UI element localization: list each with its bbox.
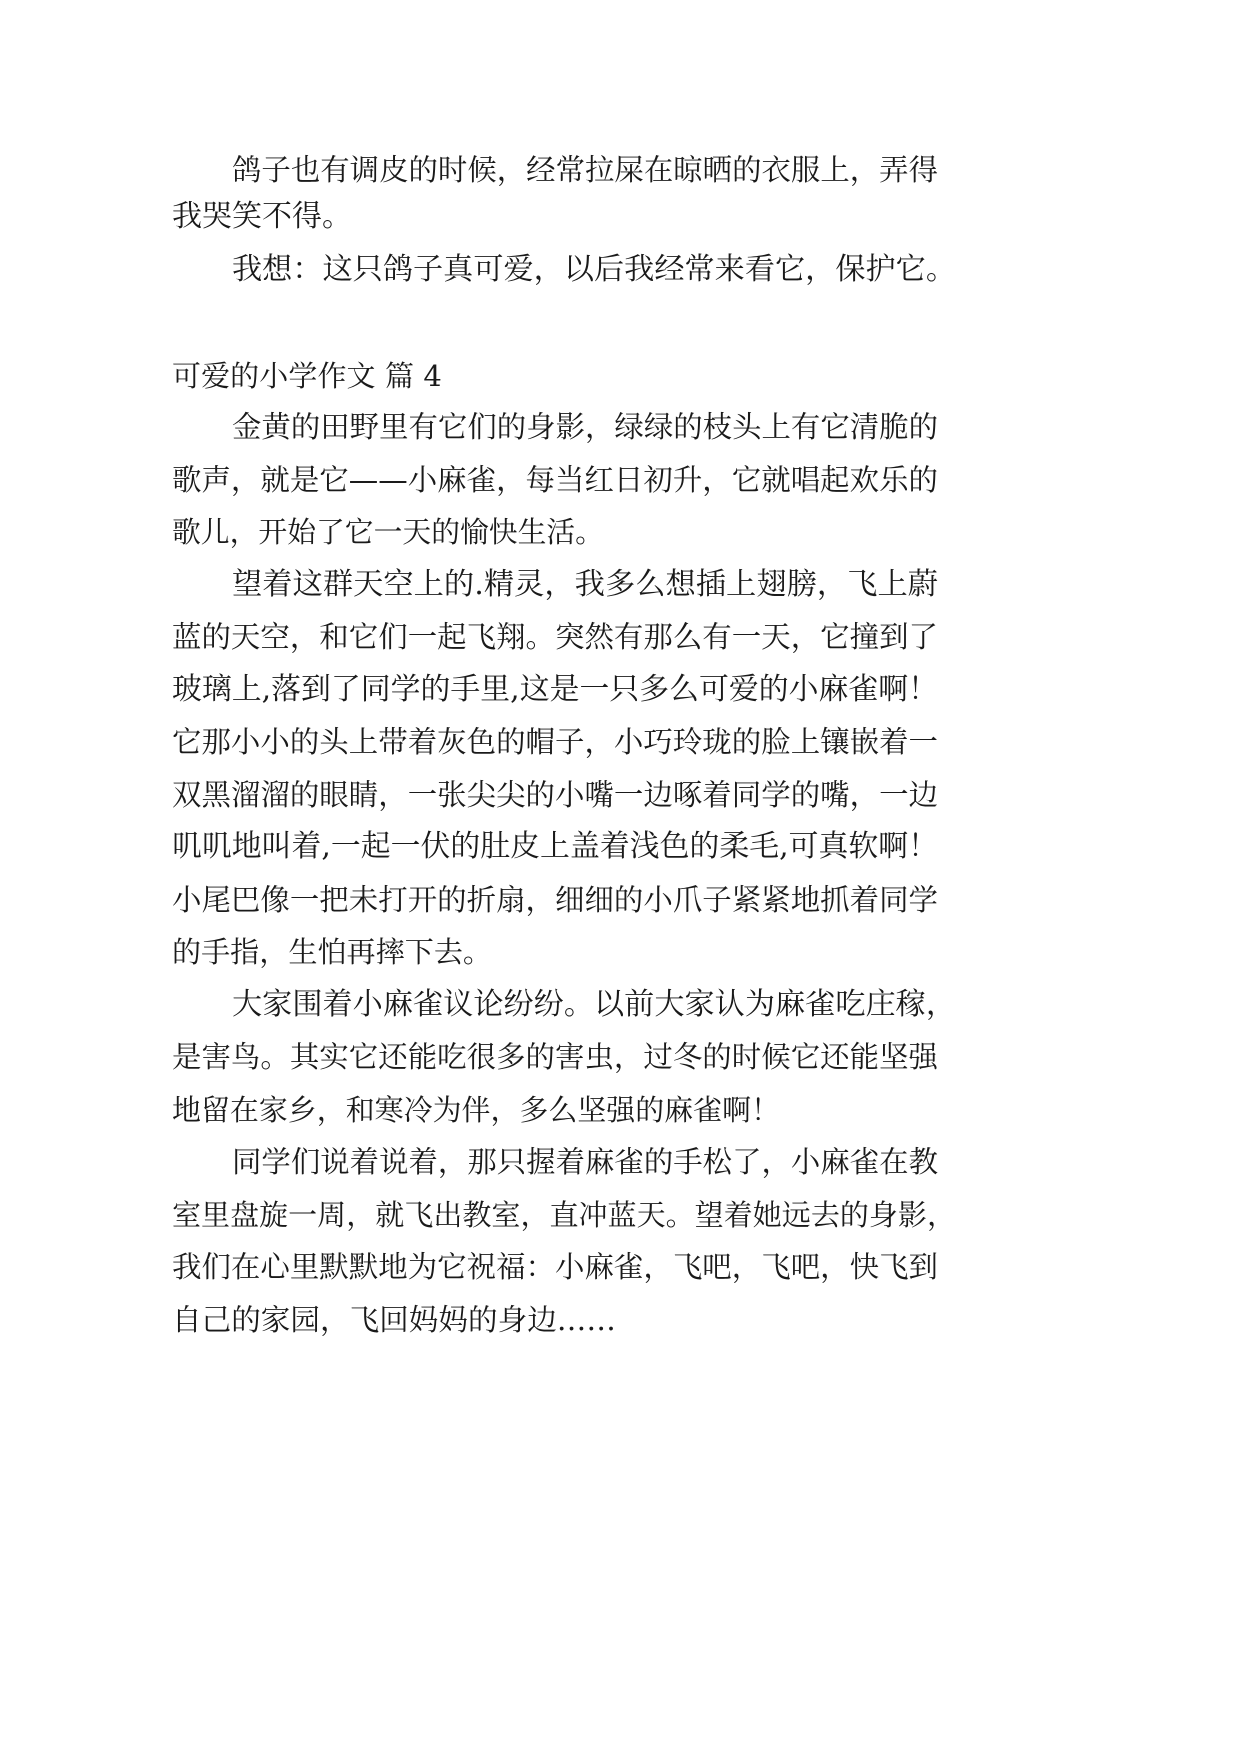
paragraph-line: 歌声，就是它——小麻雀，每当红日初升，它就唱起欢乐的 [172, 463, 938, 497]
paragraph-line: 蓝的天空，和它们一起飞翔。突然有那么有一天，它撞到了 [172, 620, 938, 654]
paragraph-line: 自己的家园，飞回妈妈的身边…… [172, 1303, 616, 1337]
paragraph-line: 叽叽地叫着,一起一伏的肚皮上盖着浅色的柔毛,可真软啊！ [172, 829, 938, 864]
paragraph-line: 同学们说着说着，那只握着麻雀的手松了，小麻雀在教 [232, 1145, 938, 1179]
paragraph-line: 望着这群天空上的.精灵，我多么想插上翅膀，飞上蔚 [232, 567, 938, 602]
paragraph-line: 地留在家乡，和寒冷为伴，多么坚强的麻雀啊！ [172, 1093, 780, 1127]
paragraph-line: 它那小小的头上带着灰色的帽子，小巧玲珑的脸上镶嵌着一 [172, 725, 938, 759]
paragraph-line: 双黑溜溜的眼睛，一张尖尖的小嘴一边啄着同学的嘴，一边 [172, 778, 938, 812]
paragraph-line: 室里盘旋一周，就飞出教室，直冲蓝天。望着她远去的身影， [172, 1198, 956, 1232]
section-heading: 可爱的小学作文 篇 4 [172, 359, 442, 393]
paragraph-line: 小尾巴像一把未打开的折扇，细细的小爪子紧紧地抓着同学 [172, 883, 938, 917]
paragraph-line: 我想：这只鸽子真可爱，以后我经常来看它，保护它。 [232, 252, 956, 287]
paragraph-line: 是害鸟。其实它还能吃很多的害虫，过冬的时候它还能坚强 [172, 1040, 938, 1074]
paragraph-line: 金黄的田野里有它们的身影，绿绿的枝头上有它清脆的 [232, 410, 938, 444]
paragraph-line: 我们在心里默默地为它祝福：小麻雀，飞吧，飞吧，快飞到 [172, 1250, 938, 1284]
paragraph-line: 玻璃上,落到了同学的手里,这是一只多么可爱的小麻雀啊！ [172, 672, 938, 707]
paragraph-line: 我哭笑不得。 [172, 199, 352, 234]
paragraph-line: 歌儿，开始了它一天的愉快生活。 [172, 515, 604, 549]
paragraph-line: 大家围着小麻雀议论纷纷。以前大家认为麻雀吃庄稼， [232, 987, 956, 1022]
paragraph-line: 的手指，生怕再摔下去。 [172, 935, 492, 969]
paragraph-line: 鸽子也有调皮的时候，经常拉屎在晾晒的衣服上，弄得 [232, 153, 938, 187]
